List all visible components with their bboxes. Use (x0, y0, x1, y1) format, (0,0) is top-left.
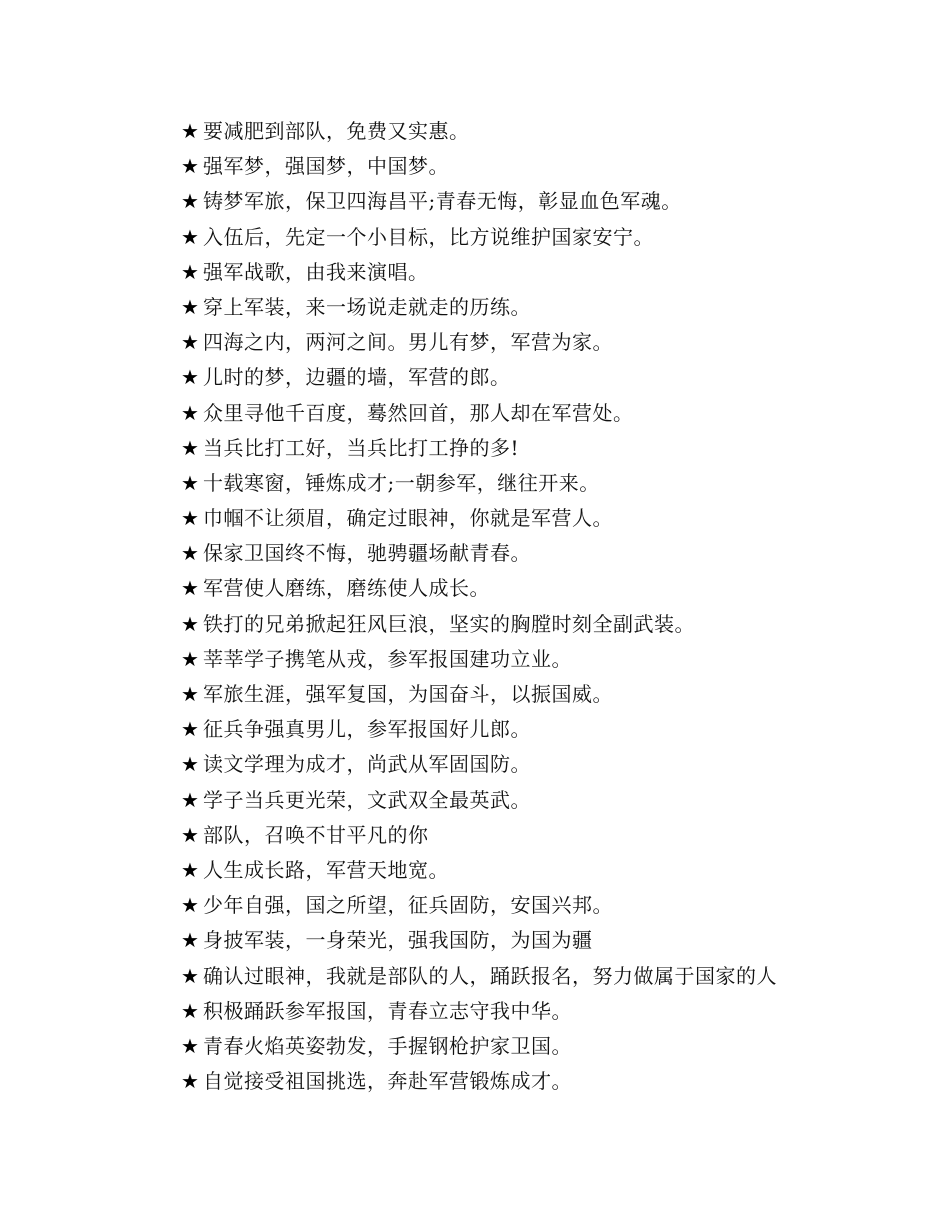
star-icon: ★ (181, 717, 200, 742)
star-icon: ★ (181, 611, 200, 636)
star-icon: ★ (181, 119, 200, 143)
list-item (181, 501, 921, 536)
star-icon: ★ (181, 224, 200, 249)
list-item (181, 571, 921, 606)
list-item (181, 466, 921, 501)
list-item (181, 431, 921, 466)
list-item (181, 1064, 921, 1099)
slogan-text: 保家卫国终不悔，驰骋疆场献青春。 (203, 541, 531, 566)
star-icon: ★ (181, 400, 200, 425)
list-item (181, 360, 921, 395)
slogan-text: 众里寻他千百度，蓦然回首，那人却在军营处。 (203, 400, 634, 425)
slogan-text: 少年自强，国之所望，征兵固防，安国兴邦。 (203, 893, 613, 918)
star-icon: ★ (181, 893, 200, 918)
slogan-text: 巾帼不让须眉，确定过眼神，你就是军营人。 (203, 506, 613, 531)
slogan-text: 军旅生涯，强军复国，为国奋斗，以振国威。 (203, 682, 613, 706)
star-icon: ★ (181, 189, 200, 214)
slogan-text: 部队，召唤不甘平凡的你 (203, 822, 429, 847)
star-icon: ★ (181, 294, 200, 319)
slogan-text: 读文学理为成才，尚武从军固国防。 (203, 752, 531, 777)
list-item (181, 712, 921, 747)
list-item (181, 290, 921, 325)
slogan-text: 强军战歌，由我来演唱。 (203, 259, 429, 284)
slogan-text: 青春火焰英姿勃发，手握钢枪护家卫国。 (203, 1033, 572, 1058)
list-item (181, 396, 921, 431)
star-icon: ★ (181, 365, 200, 390)
slogan-text: 十载寒窗，锤炼成才;一朝参军，继往开来。 (203, 470, 600, 495)
slogan-text: 要减肥到部队，免费又实惠。 (203, 119, 470, 143)
star-icon: ★ (181, 541, 200, 566)
slogan-text: 军营使人磨练，磨练使人成长。 (203, 576, 490, 601)
list-item (181, 923, 921, 958)
star-icon: ★ (181, 787, 200, 812)
slogan-text: 入伍后，先定一个小目标，比方说维护国家安宁。 (203, 224, 654, 249)
star-icon: ★ (181, 154, 200, 179)
list-item (181, 184, 921, 219)
list-item (181, 1029, 921, 1064)
list-item (181, 114, 921, 149)
slogan-text: 铁打的兄弟掀起狂风巨浪，坚实的胸膛时刻全副武装。 (203, 611, 695, 636)
slogan-text: 强军梦，强国梦，中国梦。 (203, 154, 449, 179)
list-item (181, 642, 921, 677)
list-item (181, 255, 921, 290)
star-icon: ★ (181, 259, 200, 284)
star-icon: ★ (181, 822, 200, 847)
star-icon: ★ (181, 470, 200, 495)
list-item (181, 747, 921, 782)
list-item (181, 536, 921, 571)
slogan-text: 学子当兵更光荣，文武双全最英武。 (203, 787, 531, 812)
list-item (181, 220, 921, 255)
list-item (181, 149, 921, 184)
slogan-text: 征兵争强真男儿，参军报国好儿郎。 (203, 717, 531, 742)
star-icon: ★ (181, 752, 200, 777)
list-item (181, 783, 921, 818)
list-item (181, 853, 921, 888)
slogan-text: 确认过眼神，我就是部队的人，踊跃报名，努力做属于国家的人 (203, 963, 777, 988)
slogan-text: 积极踊跃参军报国，青春立志守我中华。 (203, 998, 572, 1023)
star-icon: ★ (181, 506, 200, 531)
slogan-text: 自觉接受祖国挑选，奔赴军营锻炼成才。 (203, 1069, 572, 1094)
slogan-text: 儿时的梦，边疆的墙，军营的郎。 (203, 365, 511, 390)
slogan-text: 当兵比打工好，当兵比打工挣的多! (203, 435, 520, 460)
slogan-list (181, 114, 921, 1099)
slogan-text: 铸梦军旅，保卫四海昌平;青春无悔，彰显血色军魂。 (203, 189, 682, 214)
star-icon: ★ (181, 857, 200, 882)
list-item (181, 607, 921, 642)
star-icon: ★ (181, 998, 200, 1023)
star-icon: ★ (181, 435, 200, 460)
list-item (181, 677, 921, 712)
star-icon: ★ (181, 682, 200, 706)
slogan-text: 穿上军装，来一场说走就走的历练。 (203, 294, 531, 319)
list-item (181, 994, 921, 1029)
list-item (181, 325, 921, 360)
slogan-text: 莘莘学子携笔从戎，参军报国建功立业。 (203, 646, 572, 671)
list-item (181, 818, 921, 853)
slogan-text: 四海之内，两河之间。男儿有梦，军营为家。 (203, 330, 613, 355)
star-icon: ★ (181, 646, 200, 671)
star-icon: ★ (181, 1069, 200, 1094)
slogan-text: 人生成长路，军营天地宽。 (203, 857, 449, 882)
list-item (181, 888, 921, 923)
list-item (181, 959, 921, 994)
slogan-text: 身披军装，一身荣光，强我国防，为国为疆 (203, 928, 593, 953)
star-icon: ★ (181, 330, 200, 355)
star-icon: ★ (181, 928, 200, 953)
star-icon: ★ (181, 576, 200, 601)
star-icon: ★ (181, 1033, 200, 1058)
star-icon: ★ (181, 963, 200, 988)
